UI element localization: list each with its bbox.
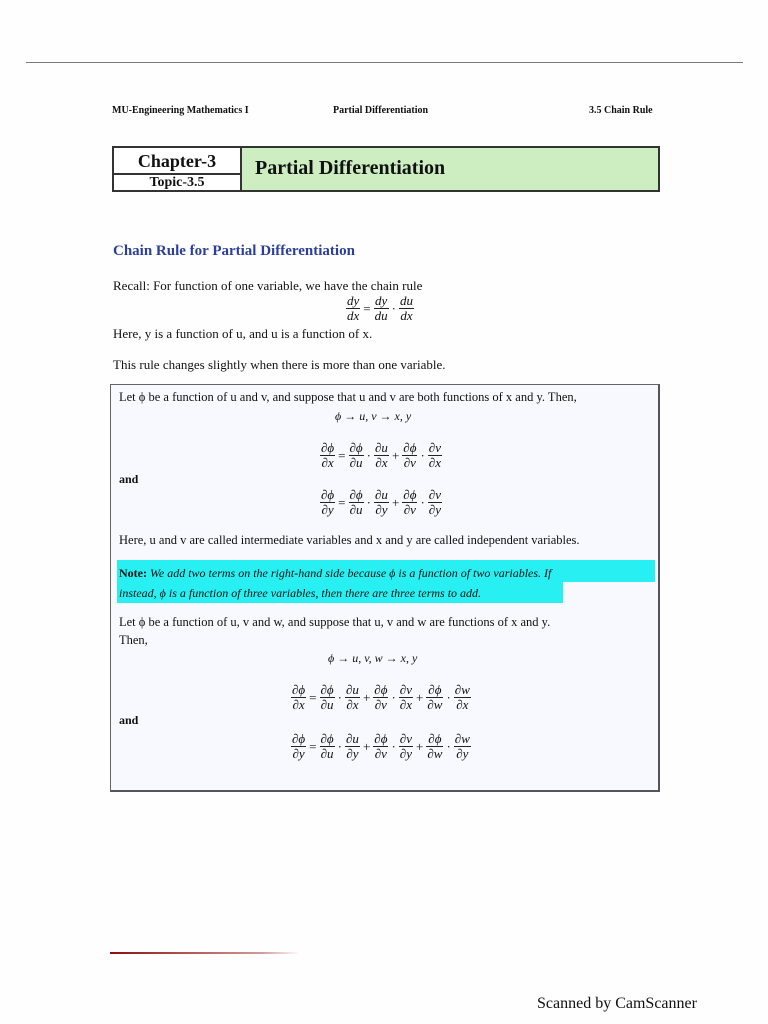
header-course: MU-Engineering Mathematics I [112,105,249,116]
top-divider [26,62,743,63]
chapter-number: Chapter-3 [114,148,240,175]
note-line-2: instead, ϕ is a function of three variables, then there are three terms to add. [119,586,482,600]
chapter-label-cell [114,148,242,190]
let-three-variables: Let ϕ be a function of u, v and w, and suppose that u, v and w are functions of x and y. [119,615,551,629]
here-text: Here, y is a function of u, and u is a function of x. [113,326,373,341]
mapping-two-variables: ϕ → u, v → x, y [335,409,412,423]
header-section-ref: 3.5 Chain Rule [589,105,653,116]
note-label: Note: [119,566,147,580]
and-label-2: and [119,713,139,727]
intermediate-variables-text: Here, u and v are called intermediate variables and x and y are called independent variables. [119,533,580,547]
chapter-title: Partial Differentiation [255,157,446,179]
chapter-banner [112,146,660,192]
and-label-1: and [119,472,139,486]
partial-x-three-terms: $\frac{\partial\phi}{\partial x}$ = $\frac{\partial\phi}{\partial u}$ · $\frac{\partial u}{\partial x}$ + $\frac{\partial\phi}{\partial v}$ · $\frac{\partial v}{\partial x}$ + $\frac{\partial\phi}{\partial w}$ · $\frac{\partial w}{\partial x}$ [292,682,470,712]
let-two-variables: Let ϕ be a function of u and v, and suppose that u and v are both functions of x and y. Then, [119,390,577,404]
partial-x-two-terms: $\frac{\partial\phi}{\partial x}$ = $\frac{\partial\phi}{\partial u}$ · $\frac{\partial u}{\partial x}$ + $\frac{\partial\phi}{\partial v}$ · $\frac{\partial v}{\partial x}$ [321,440,441,470]
partial-y-two-terms: $\frac{\partial\phi}{\partial y}$ = $\frac{\partial\phi}{\partial u}$ · $\frac{\partial u}{\partial y}$ + $\frac{\partial\phi}{\partial v}$ · $\frac{\partial v}{\partial y}$ [321,487,441,517]
header-topic: Partial Differentiation [333,105,429,116]
note-line-1: We add two terms on the right-hand side because ϕ is a function of two variables. If [149,566,552,580]
then-label: Then, [119,633,148,647]
recall-text: Recall: For function of one variable, we have the chain rule [113,278,423,293]
topic-number: Topic-3.5 [149,175,205,190]
partial-y-three-terms: $\frac{\partial\phi}{\partial y}$ = $\frac{\partial\phi}{\partial u}$ · $\frac{\partial u}{\partial y}$ + $\frac{\partial\phi}{\partial v}$ · $\frac{\partial v}{\partial y}$ + $\frac{\partial\phi}{\partial w}$ · $\frac{\partial w}{\partial y}$ [292,731,470,761]
single-variable-chain-rule: $\frac{dy}{dx}$ = $\frac{dy}{du}$ · $\frac{du}{dx}$ [347,293,413,323]
mapping-three-variables: ϕ → u, v, w → x, y [328,651,418,665]
note [119,563,659,603]
footer-divider [110,952,300,954]
changes-text: This rule changes slightly when there is more than one variable. [113,357,446,372]
section-title: Chain Rule for Partial Differentiation [113,243,355,259]
scanner-watermark: Scanned by CamScanner [537,995,697,1012]
